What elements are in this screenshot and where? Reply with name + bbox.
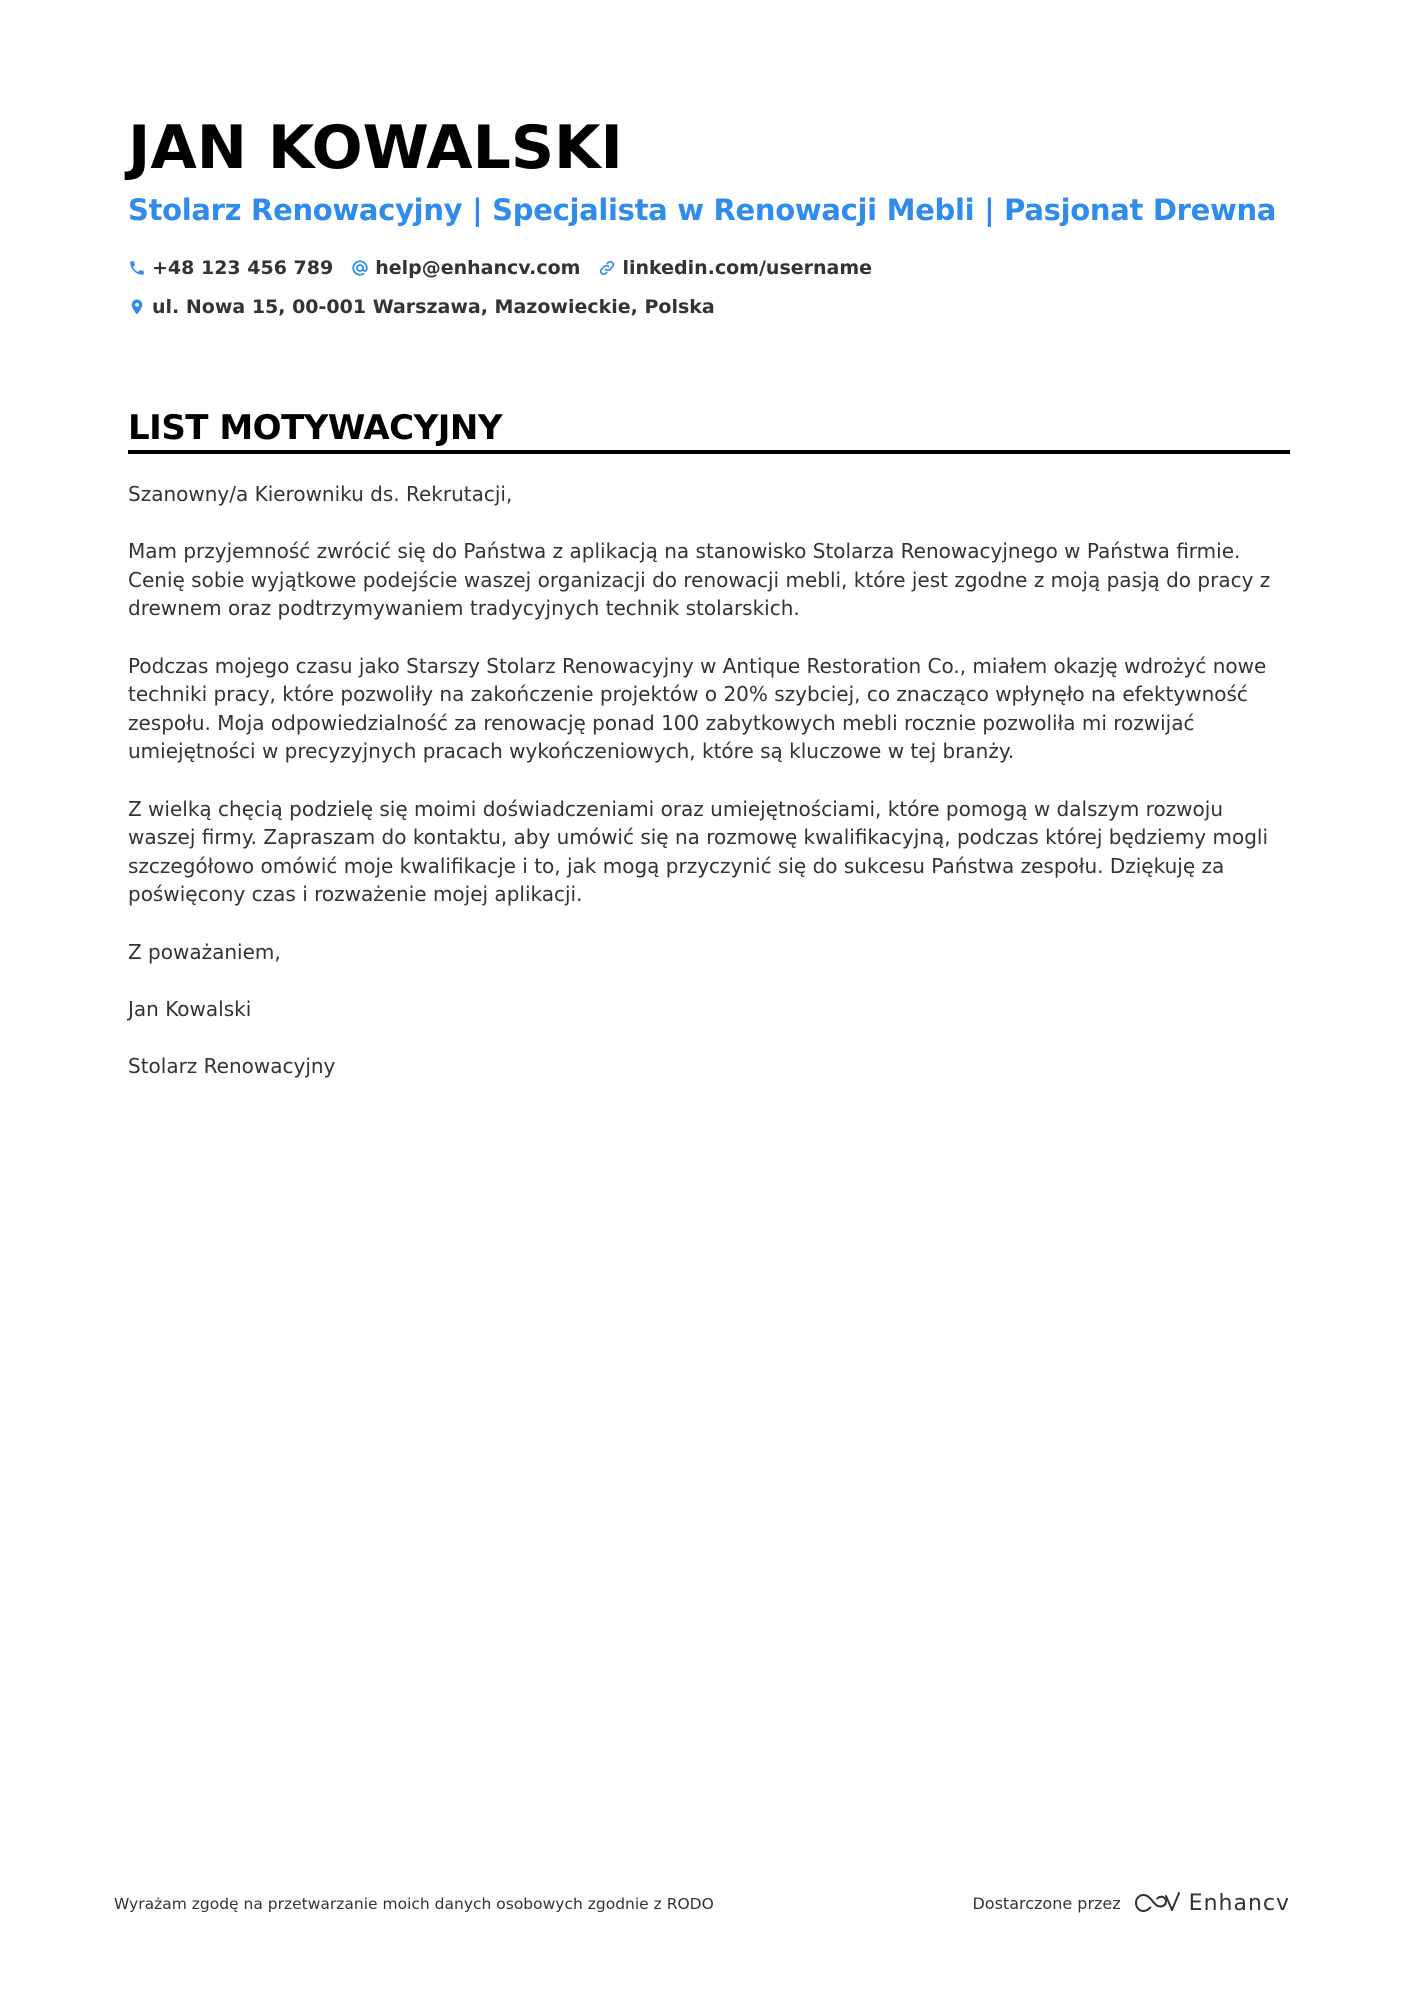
letter-paragraph: Z wielką chęcią podzielę się moimi doświadczeniami oraz umiejętnościami, które pomogą w dalszym rozwoju waszej firmy. Zapraszam do kontaktu, aby umówić się na rozmowę kwalifikacyjną, podczas której będziemy mogli szczegółowo omówić moje kwalifikacje i to, jak mogą przyczynić się do sukcesu Państwa zespołu. Dziękuję za poświęcony czas i rozważenie mojej aplikacji.: [128, 796, 1269, 907]
signature-name: Jan Kowalski: [128, 996, 252, 1021]
candidate-headline: Stolarz Renowacyjny | Specjalista w Renowacji Mebli | Pasjonat Drewna: [128, 193, 1277, 227]
contact-email[interactable]: [351, 257, 580, 279]
contact-phone[interactable]: [128, 257, 333, 279]
at-icon: [351, 259, 369, 277]
candidate-name: JAN KOWALSKI: [128, 113, 623, 183]
contact-linkedin[interactable]: [598, 257, 872, 279]
phone-icon: [128, 259, 146, 277]
location-pin-icon: [128, 298, 146, 316]
email-text: help@enhancv.com: [375, 257, 581, 279]
contact-row-primary: [128, 254, 890, 282]
contact-address: [128, 296, 715, 318]
address-text: ul. Nowa 15, 00-001 Warszawa, Mazowieckie, Polska: [152, 296, 715, 318]
section-divider: [128, 450, 1290, 454]
signature-title: Stolarz Renowacyjny: [128, 1053, 336, 1078]
link-icon: [598, 259, 616, 277]
enhancv-logo-icon: [1133, 1890, 1181, 1916]
enhancv-brand-text: Enhancv: [1188, 1890, 1290, 1916]
letter-paragraph: Podczas mojego czasu jako Starszy Stolarz Renowacyjny w Antique Restoration Co., miałem okazję wdrożyć nowe techniki pracy, które pozwoliły na zakończenie projektów o 20% szybciej, co znacząco wpłynęło na efektywność zespołu. Moja odpowiedzialność za renowację ponad 100 zabytkowych mebli rocznie pozwoliła mi rozwijać umiejętności w precyzyjnych pracach wykończeniowych, które są kluczowe w tej branży.: [128, 653, 1267, 764]
gdpr-consent: Wyrażam zgodę na przetwarzanie moich danych osobowych zgodnie z RODO: [114, 1895, 714, 1913]
linkedin-text: linkedin.com/username: [622, 257, 873, 279]
contact-row-address: [128, 293, 733, 321]
letter-closing: Z poważaniem,: [128, 939, 281, 964]
section-title: LIST MOTYWACYJNY: [128, 408, 502, 448]
letter-paragraph: Mam przyjemność zwrócić się do Państwa z aplikacją na stanowisko Stolarza Renowacyjnego w Państwa firmie. Cenię sobie wyjątkowe podejście waszej organizacji do renowacji mebli, które jest zgodne z moją pasją do pracy z drewnem oraz podtrzymywaniem tradycyjnych technik stolarskich.: [128, 539, 1271, 621]
letter-greeting: Szanowny/a Kierowniku ds. Rekrutacji,: [128, 482, 513, 506]
phone-text: +48 123 456 789: [152, 257, 334, 279]
letter-body: [128, 480, 1290, 1109]
powered-by-label: Dostarczone przez: [972, 1893, 1121, 1913]
powered-by[interactable]: [972, 1886, 1290, 1920]
